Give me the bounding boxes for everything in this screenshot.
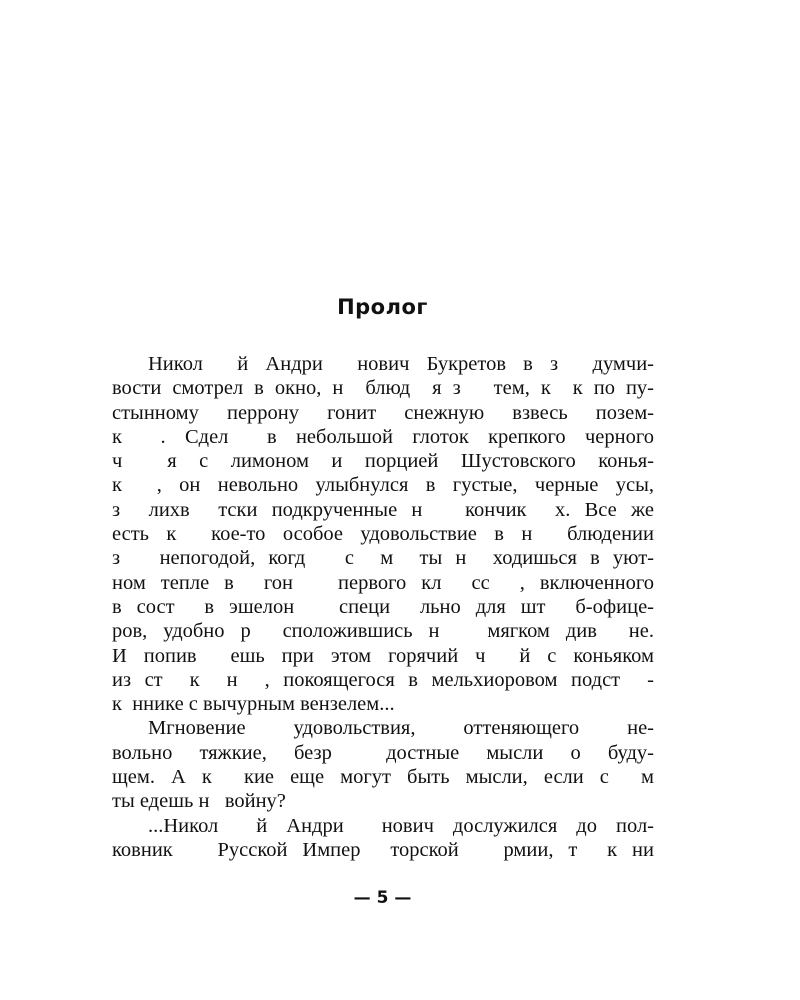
text-line: к ннике с вычурным вензелем... [112,693,395,716]
text-line: к , он невольно улыбнулся в густые, черные усы, [112,474,654,497]
chapter-title: Пролог [337,295,428,319]
text-line: к . Сдел в небольшой глоток крепкого черного [112,425,654,448]
text-line: ном тепле в гон первого кл сс , включенного [112,571,654,594]
text-line: ч я с лимоном и порцией Шустовского конья- [112,450,654,473]
text-line: стынному перрону гонит снежную взвесь позем- [112,401,654,424]
text-line: И попив ешь при этом горячий ч й с коньяком [112,644,654,667]
text-line: з непогодой, когд с м ты н ходишься в уют- [112,547,654,570]
text-line: Мгновение удовольствия, оттеняющего не- [148,717,654,740]
text-line: з лихв тски подкрученные н кончик х. Все же [112,498,654,521]
text-line: ковник Русской Импер торской рмии, т к ни [112,838,654,861]
page-number: — 5 — [353,888,412,908]
text-line: ты едешь н войну? [112,790,286,813]
text-line: Никол й Андри нович Букретов в з думчи- [148,353,654,375]
text-line: вости смотрел в окно, н блюд я з тем, к к по пу- [112,377,654,400]
text-line: ...Никол й Андри нович дослужился до пол- [148,814,654,837]
text-line: из ст к н , покоящегося в мельхиоровом подст - [112,668,654,691]
text-line: щем. А к кие еще могут быть мысли, если с м [112,766,654,789]
body-text [112,352,654,862]
text-line: в сост в эшелон специ льно для шт б-офице- [112,595,654,618]
text-line: вольно тяжкие, безр достные мысли о буду- [112,741,654,764]
text-line: ров, удобно р сположившись н мягком див не. [112,620,654,643]
text-line: есть к кое-то особое удовольствие в н блюдении [112,523,654,546]
